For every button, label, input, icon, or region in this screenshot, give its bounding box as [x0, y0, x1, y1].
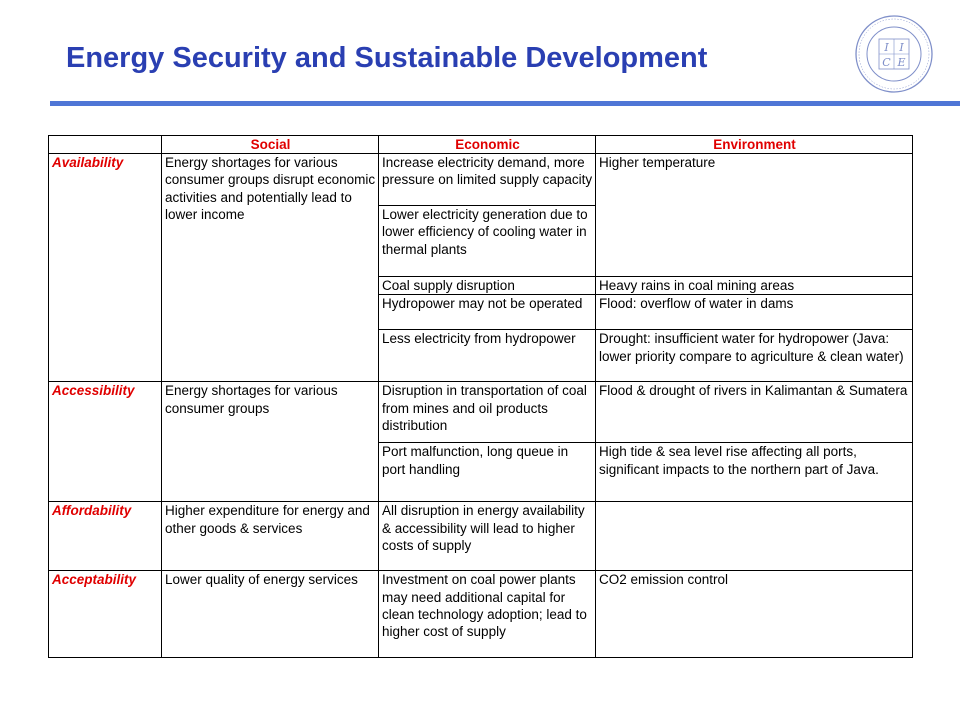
logo-letter: C — [882, 56, 891, 69]
logo-letter: I — [884, 41, 889, 54]
table-row — [49, 502, 913, 571]
availability-economic-5: Less electricity from hydropower — [379, 330, 596, 382]
header-social: Social — [162, 136, 379, 154]
institute-logo — [852, 12, 936, 96]
accessibility-economic-1: Disruption in transportation of coal from mines and oil products distribution — [379, 382, 596, 443]
accessibility-economic-2: Port malfunction, long queue in port handling — [379, 443, 596, 502]
affordability-economic: All disruption in energy availability & accessibility will lead to higher costs of supply — [379, 502, 596, 571]
accessibility-environment-1: Flood & drought of rivers in Kalimantan & Sumatera — [596, 382, 913, 443]
table-row — [49, 154, 913, 206]
availability-economic-3: Coal supply disruption — [379, 277, 596, 295]
header-row — [49, 136, 913, 154]
table-row — [49, 382, 913, 443]
logo-letter: I — [899, 41, 904, 54]
header-cell-empty — [49, 136, 162, 154]
header-environment: Environment — [596, 136, 913, 154]
acceptability-environment: CO2 emission control — [596, 571, 913, 658]
affordability-social: Higher expenditure for energy and other goods & services — [162, 502, 379, 571]
row-label-availability: Availability — [49, 154, 162, 382]
availability-economic-2: Lower electricity generation due to lower efficiency of cooling water in thermal plants — [379, 206, 596, 277]
availability-environment-1: Higher temperature — [596, 154, 913, 277]
header-economic: Economic — [379, 136, 596, 154]
slide-title: Energy Security and Sustainable Development — [66, 42, 708, 74]
row-label-affordability: Affordability — [49, 502, 162, 571]
logo-letter: E — [897, 56, 906, 69]
table-row — [49, 571, 913, 658]
row-label-accessibility: Accessibility — [49, 382, 162, 502]
acceptability-economic: Investment on coal power plants may need additional capital for clean technology adoption; lead to higher cost of supply — [379, 571, 596, 658]
accessibility-social: Energy shortages for various consumer groups — [162, 382, 379, 502]
energy-security-matrix — [48, 135, 913, 658]
availability-environment-2: Heavy rains in coal mining areas — [596, 277, 913, 295]
availability-social: Energy shortages for various consumer groups disrupt economic activities and potentially lead to lower income — [162, 154, 379, 382]
acceptability-social: Lower quality of energy services — [162, 571, 379, 658]
accessibility-environment-2: High tide & sea level rise affecting all ports, significant impacts to the northern part of Java. — [596, 443, 913, 502]
affordability-environment — [596, 502, 913, 571]
title-underline — [50, 101, 960, 106]
availability-economic-1: Increase electricity demand, more pressure on limited supply capacity — [379, 154, 596, 206]
availability-economic-4: Hydropower may not be operated — [379, 295, 596, 330]
availability-environment-3: Flood: overflow of water in dams — [596, 295, 913, 330]
row-label-acceptability: Acceptability — [49, 571, 162, 658]
availability-environment-4: Drought: insufficient water for hydropower (Java: lower priority compare to agriculture & clean water) — [596, 330, 913, 382]
